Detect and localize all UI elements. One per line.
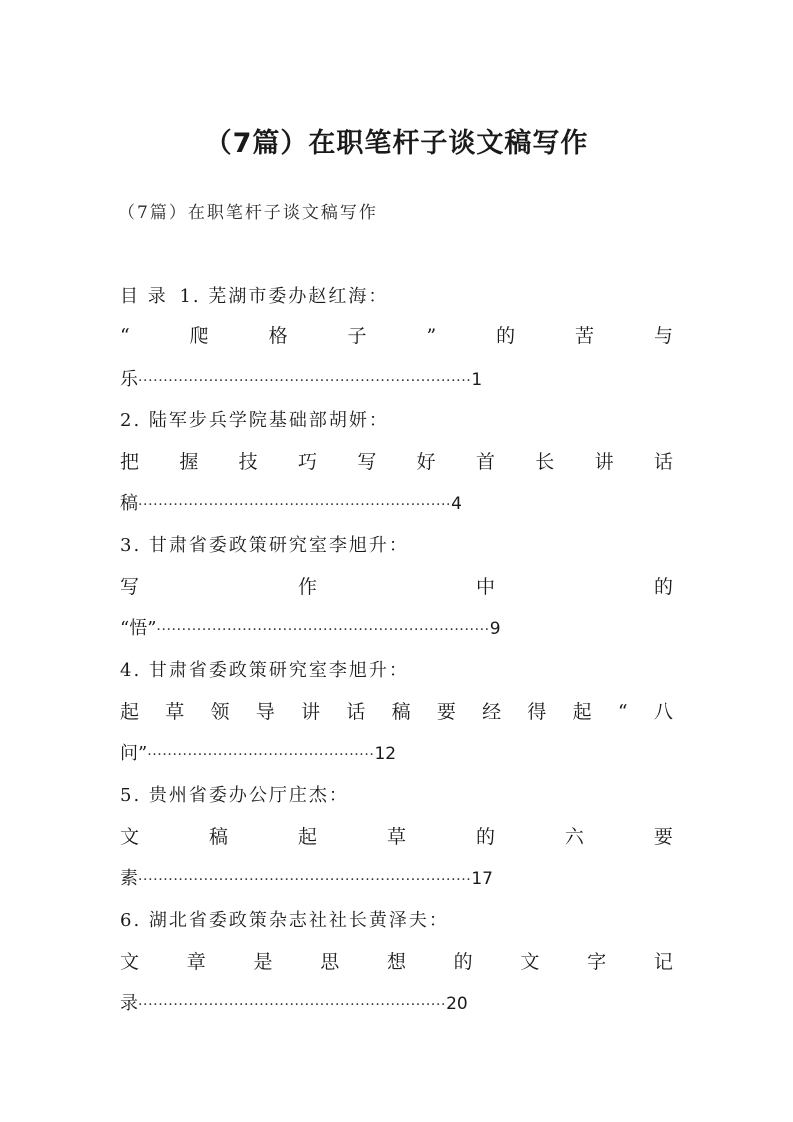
title-char: 握 — [179, 451, 199, 473]
title-char: 六 — [564, 826, 584, 848]
title-char: 的 — [496, 325, 516, 347]
toc-entry-6-leader[interactable] — [120, 990, 468, 1019]
title-char: 长 — [535, 451, 555, 473]
toc-entry-2-title[interactable] — [120, 448, 673, 476]
title-char: 格 — [268, 325, 288, 347]
toc-entry-3-leader[interactable] — [120, 615, 501, 644]
page-title: （7篇）在职笔杆子谈文稿写作 — [204, 128, 589, 159]
title-char: 要 — [436, 701, 456, 723]
title-char: 巧 — [297, 451, 317, 473]
title-char: 文 — [520, 951, 540, 973]
title-char: 苦 — [575, 325, 595, 347]
title-char: 要 — [653, 826, 673, 848]
title-char: 导 — [255, 701, 275, 723]
subtitle: （7篇）在职笔杆子谈文稿写作 — [118, 203, 378, 223]
toc-entry-4-title[interactable] — [120, 698, 673, 726]
toc-entry-5-title[interactable] — [120, 823, 673, 851]
page-number: 4 — [451, 494, 462, 514]
toc-entry-1-author-line — [120, 283, 388, 311]
toc-entry-5-leader[interactable] — [120, 865, 493, 894]
toc-entry-6-title[interactable] — [120, 948, 673, 976]
title-char: 得 — [527, 701, 547, 723]
title-char: 思 — [320, 951, 340, 973]
title-char: 是 — [253, 951, 273, 973]
title-char: 起 — [572, 701, 592, 723]
title-char: 话 — [346, 701, 366, 723]
title-char: 的 — [653, 576, 673, 598]
page-number: 9 — [489, 619, 501, 639]
title-char: 稿 — [208, 826, 228, 848]
title-char: 稿 — [391, 701, 411, 723]
toc-entry-2-leader[interactable] — [120, 490, 462, 519]
title-char: 写 — [120, 576, 140, 598]
toc-entry-3-author-line: 3. 甘肃省委政策研究室李旭升： — [120, 535, 409, 556]
toc-entry-5-author-line: 5. 贵州省委办公厅庄杰： — [120, 785, 349, 806]
title-char: 子 — [347, 325, 367, 347]
title-char: 字 — [587, 951, 607, 973]
title-char: 章 — [186, 951, 206, 973]
title-char: 把 — [120, 451, 140, 473]
title-char: “ — [617, 701, 628, 723]
title-char: 爬 — [189, 325, 209, 347]
toc-entry-4-author-line: 4. 甘肃省委政策研究室李旭升： — [120, 660, 409, 681]
title-char: ” — [426, 325, 437, 347]
toc-entry-3-title[interactable] — [120, 573, 673, 601]
title-char: 写 — [357, 451, 377, 473]
title-char: 的 — [475, 826, 495, 848]
toc-entry-4-leader[interactable] — [120, 740, 396, 769]
title-char: 作 — [297, 576, 317, 598]
dot-leader: ······························································ — [138, 497, 452, 513]
title-char: 草 — [386, 826, 406, 848]
page-number: 12 — [374, 744, 397, 764]
title-char: 起 — [120, 701, 140, 723]
title-char: “ — [120, 325, 130, 347]
title-last-char: 问” — [120, 743, 148, 764]
title-char: 首 — [475, 451, 495, 473]
dot-leader: ·································································· — [138, 373, 472, 389]
title-char: 文 — [120, 951, 140, 973]
dot-leader: ·································································· — [138, 872, 472, 888]
title-char: 文 — [120, 826, 140, 848]
dot-leader: ····························································· — [138, 997, 447, 1013]
toc-entry-author: 1. 芜湖市委办赵红海： — [179, 286, 389, 307]
toc-entry-1-title[interactable] — [120, 322, 673, 350]
toc-entry-1-leader[interactable] — [120, 366, 482, 395]
title-char: 记 — [653, 951, 673, 973]
title-char: 讲 — [301, 701, 321, 723]
title-last-char: 录 — [120, 993, 138, 1014]
title-char: 八 — [653, 701, 673, 723]
title-char: 起 — [297, 826, 317, 848]
page-number: 1 — [471, 370, 483, 390]
title-char: 中 — [475, 576, 495, 598]
title-char: 话 — [653, 451, 673, 473]
title-char: 草 — [165, 701, 185, 723]
title-last-char: 稿 — [120, 493, 138, 514]
title-char: 讲 — [594, 451, 614, 473]
dot-leader: ·································································· — [156, 622, 490, 638]
title-char: 技 — [238, 451, 258, 473]
title-char: 的 — [453, 951, 473, 973]
title-last-char: 素 — [120, 868, 138, 889]
toc-entry-2-author-line: 2. 陆军步兵学院基础部胡妍： — [120, 410, 389, 431]
title-char: 经 — [482, 701, 502, 723]
title-last-char: “悟” — [120, 618, 157, 639]
title-char: 好 — [416, 451, 436, 473]
title-char: 想 — [386, 951, 406, 973]
page-number: 17 — [471, 869, 493, 889]
page-number: 20 — [446, 994, 468, 1014]
title-char: 领 — [210, 701, 230, 723]
title-last-char: 乐 — [120, 369, 138, 390]
title-char: 与 — [653, 325, 673, 347]
dot-leader: ············································· — [147, 747, 375, 763]
toc-label: 目 录 — [120, 286, 168, 307]
toc-entry-6-author-line: 6. 湖北省委政策杂志社社长黄泽夫： — [120, 910, 449, 931]
